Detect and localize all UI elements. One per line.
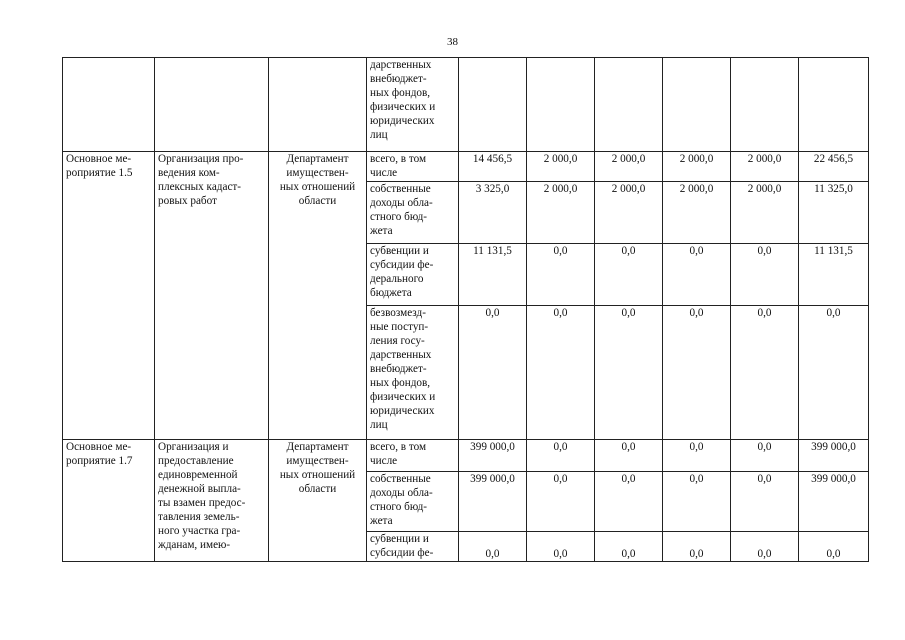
funding-source-cell: всего, в том числе [367,152,459,182]
value-cell: 2 000,0 [731,152,799,182]
table-row [63,58,869,152]
value-cell: 2 000,0 [663,152,731,182]
table-row [63,440,869,472]
value-cell: 0,0 [731,244,799,306]
cell-empty [269,58,367,152]
value-cell: 0,0 [595,472,663,532]
value-cell: 0,0 [731,306,799,440]
measure-description-cell: Организация про- ведения ком- плексных кадаст- ровых работ [155,152,269,440]
value-cell: 0,0 [595,440,663,472]
value-cell: 2 000,0 [731,182,799,244]
cell-empty [731,58,799,152]
cell-empty [155,58,269,152]
funding-source-cell: субвенции и субсидии фе- [367,532,459,562]
funding-source-cell: собственные доходы обла- стного бюд- жета [367,472,459,532]
measure-title-cell: Основное ме- роприятие 1.5 [63,152,155,440]
value-cell: 2 000,0 [595,152,663,182]
value-cell: 0,0 [799,532,869,562]
value-cell: 2 000,0 [595,182,663,244]
funding-source-cell: дарственных внебюджет- ных фондов, физических и юридических лиц [367,58,459,152]
value-cell: 0,0 [527,532,595,562]
value-cell: 0,0 [663,244,731,306]
executor-cell: Департамент имуществен- ных отношений области [269,440,367,562]
value-cell: 0,0 [527,472,595,532]
funding-source-cell: всего, в том числе [367,440,459,472]
value-cell: 399 000,0 [459,440,527,472]
value-cell: 2 000,0 [527,152,595,182]
value-cell: 399 000,0 [799,440,869,472]
executor-cell: Департамент имуществен- ных отношений области [269,152,367,440]
value-cell: 0,0 [663,306,731,440]
funding-source-cell: субвенции и субсидии фе- дерального бюджета [367,244,459,306]
table-row [63,152,869,182]
value-cell: 11 131,5 [799,244,869,306]
value-cell: 0,0 [799,306,869,440]
value-cell: 11 325,0 [799,182,869,244]
value-cell: 0,0 [595,306,663,440]
cell-empty [63,58,155,152]
value-cell: 2 000,0 [527,182,595,244]
value-cell: 2 000,0 [663,182,731,244]
cell-empty [527,58,595,152]
page-number: 38 [447,36,458,48]
value-cell: 0,0 [527,306,595,440]
value-cell: 0,0 [731,472,799,532]
cell-empty [663,58,731,152]
measure-description-cell: Организация и предоставление единовременной денежной выпла- ты взамен предос- тавления земель- ного участка гра- жданам, имею- [155,440,269,562]
value-cell: 0,0 [731,532,799,562]
value-cell: 0,0 [459,532,527,562]
value-cell: 11 131,5 [459,244,527,306]
cell-empty [595,58,663,152]
value-cell: 0,0 [527,440,595,472]
value-cell: 14 456,5 [459,152,527,182]
value-cell: 3 325,0 [459,182,527,244]
cell-empty [799,58,869,152]
funding-source-cell: безвозмезд- ные поступ- ления госу- дарственных внебюджет- ных фондов, физических и юридических лиц [367,306,459,440]
value-cell: 0,0 [459,306,527,440]
cell-empty [459,58,527,152]
value-cell: 0,0 [595,532,663,562]
value-cell: 399 000,0 [799,472,869,532]
value-cell: 0,0 [527,244,595,306]
value-cell: 399 000,0 [459,472,527,532]
value-cell: 0,0 [663,472,731,532]
value-cell: 0,0 [663,532,731,562]
measure-title-cell: Основное ме- роприятие 1.7 [63,440,155,562]
value-cell: 0,0 [663,440,731,472]
value-cell: 0,0 [731,440,799,472]
value-cell: 22 456,5 [799,152,869,182]
value-cell: 0,0 [595,244,663,306]
funding-source-cell: собственные доходы обла- стного бюд- жета [367,182,459,244]
budget-table [62,57,869,562]
